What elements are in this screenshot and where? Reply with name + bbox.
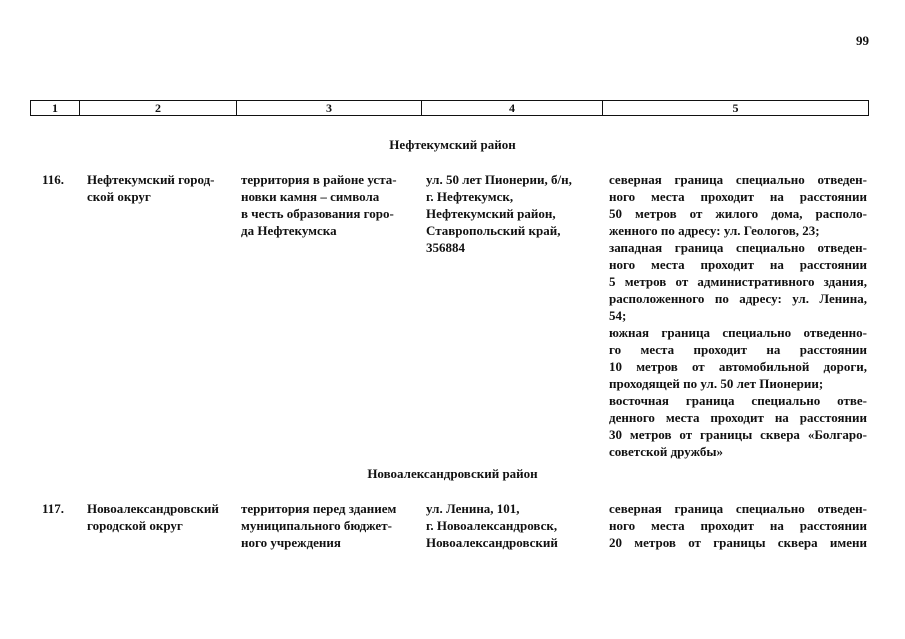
cell-line: ул. Ленина, 101, bbox=[426, 501, 520, 516]
cell-line: проходящей по ул. 50 лет Пионерии; bbox=[609, 376, 824, 391]
cell-line: северная граница специально отведен- bbox=[609, 172, 867, 187]
cell-line: ного места проходит на расстоянии bbox=[609, 518, 867, 533]
cell-line: Ставропольский край, bbox=[426, 223, 561, 238]
cell-line: ного места проходит на расстоянии bbox=[609, 189, 867, 204]
page-number: 99 bbox=[856, 33, 869, 48]
cell-line: северная граница специально отведен- bbox=[609, 501, 867, 516]
cell-line: денного места проходит на расстоянии bbox=[609, 410, 867, 425]
table-header-row bbox=[30, 100, 869, 116]
cell-line: го места проходит на расстоянии bbox=[609, 342, 867, 357]
cell-line: 54; bbox=[609, 308, 627, 323]
cell-line: расположенного по адресу: ул. Ленина, bbox=[609, 291, 867, 306]
cell-line: г. Нефтекумск, bbox=[426, 189, 514, 204]
header-col-2: 2 bbox=[80, 101, 237, 115]
header-col-5: 5 bbox=[732, 101, 739, 115]
boundaries-cell bbox=[609, 500, 867, 551]
header-col-1: 1 bbox=[31, 101, 80, 115]
cell-line: Новоалександровский bbox=[87, 501, 219, 516]
address-cell bbox=[426, 171, 601, 256]
row-number: 116. bbox=[42, 172, 65, 187]
cell-line: городской округ bbox=[87, 518, 183, 533]
cell-line: восточная граница специально отве- bbox=[609, 393, 867, 408]
cell-line: советской дружбы» bbox=[609, 444, 723, 459]
cell-line: Нефтекумский район, bbox=[426, 206, 556, 221]
cell-line: в честь образования горо- bbox=[241, 206, 394, 221]
cell-line: территория в районе уста- bbox=[241, 172, 397, 187]
cell-line: муниципального бюджет- bbox=[241, 518, 392, 533]
boundaries-cell bbox=[609, 171, 867, 460]
cell-line: ской округ bbox=[87, 189, 151, 204]
cell-line: женного по адресу: ул. Геологов, 23; bbox=[609, 223, 820, 238]
section-title: Новоалександровский район bbox=[367, 466, 538, 481]
municipality-cell bbox=[87, 171, 237, 205]
row-number: 117. bbox=[42, 501, 65, 516]
cell-line: новки камня – символа bbox=[241, 189, 380, 204]
cell-line: территория перед зданием bbox=[241, 501, 397, 516]
section-title: Нефтекумский район bbox=[389, 137, 516, 152]
location-cell bbox=[241, 171, 421, 239]
cell-line: 20 метров от границы сквера имени bbox=[609, 535, 867, 550]
cell-line: ул. 50 лет Пионерии, б/н, bbox=[426, 172, 572, 187]
cell-line: Нефтекумский город- bbox=[87, 172, 215, 187]
cell-line: южная граница специально отведенно- bbox=[609, 325, 867, 340]
header-col-4: 4 bbox=[422, 101, 603, 115]
header-col-3: 3 bbox=[237, 101, 422, 115]
cell-line: Новоалександровский bbox=[426, 535, 558, 550]
cell-line: г. Новоалександровск, bbox=[426, 518, 558, 533]
cell-line: да Нефтекумска bbox=[241, 223, 337, 238]
municipality-cell bbox=[87, 500, 237, 534]
cell-line: 50 метров от жилого дома, располо- bbox=[609, 206, 867, 221]
address-cell bbox=[426, 500, 601, 551]
cell-line: 356884 bbox=[426, 240, 465, 255]
location-cell bbox=[241, 500, 421, 551]
cell-line: ного учреждения bbox=[241, 535, 341, 550]
cell-line: 10 метров от автомобильной дороги, bbox=[609, 359, 867, 374]
cell-line: ного места проходит на расстоянии bbox=[609, 257, 867, 272]
cell-line: 30 метров от границы сквера «Болгаро- bbox=[609, 427, 867, 442]
cell-line: 5 метров от административного здания, bbox=[609, 274, 867, 289]
cell-line: западная граница специально отведен- bbox=[609, 240, 867, 255]
